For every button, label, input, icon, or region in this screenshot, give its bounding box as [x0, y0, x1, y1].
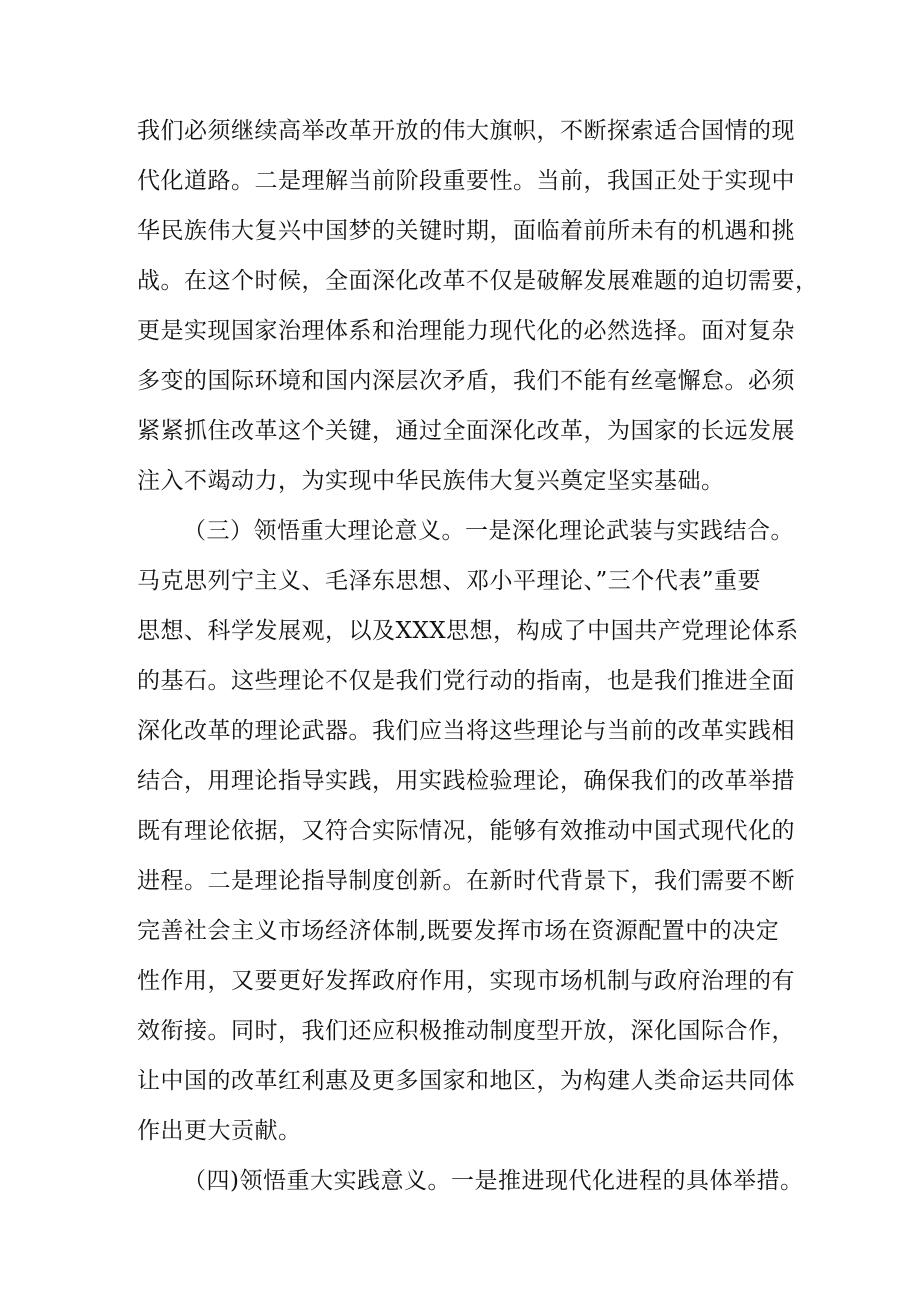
text-line: 效衔接。同时，我们还应积极推动制度型开放，深化国际合作， — [137, 1018, 795, 1044]
text-line: 思想、科学发展观，以及XXX思想，构成了中国共产党理论体系 — [137, 618, 799, 644]
section-heading-line: （三）领悟重大理论意义。一是深化理论武装与实践结合。 — [183, 518, 794, 544]
text-line: 注入不竭动力，为实现中华民族伟大复兴奠定坚实基础。 — [137, 468, 725, 494]
text-line: 既有理论依据，又符合实际情况，能够有效推动中国式现代化的 — [137, 818, 795, 844]
text-line: 华民族伟大复兴中国梦的关键时期，面临着前所未有的机遇和挑 — [137, 218, 795, 244]
text-line: 战。在这个时候，全面深化改革不仅是破解发展难题的迫切需要， — [137, 268, 819, 294]
text-line: 结合，用理论指导实践，用实践检验理论，确保我们的改革举措 — [137, 768, 795, 794]
text-line: 的基石。这些理论不仅是我们党行动的指南，也是我们推进全面 — [137, 668, 795, 694]
text-line: 性作用，又要更好发挥政府作用，实现市场机制与政府治理的有 — [137, 968, 795, 994]
text-line: 完善社会主义市场经济体制,既要发挥市场在资源配置中的决定 — [137, 918, 780, 944]
text-line: 紧紧抓住改革这个关键，通过全面深化改革，为国家的长远发展 — [137, 418, 795, 444]
text-line: 进程。二是理论指导制度创新。在新时代背景下，我们需要不断 — [137, 868, 795, 894]
text-line: 我们必须继续高举改革开放的伟大旗帜，不断探索适合国情的现 — [137, 118, 795, 144]
text-line: 作出更大贡献。 — [137, 1118, 302, 1144]
text-line: 马克思列宁主义、毛泽东思想、邓小平理论、”三个代表”重要 — [137, 568, 762, 594]
text-line: 代化道路。二是理解当前阶段重要性。当前，我国正处于实现中 — [137, 168, 795, 194]
text-line: 更是实现国家治理体系和治理能力现代化的必然选择。面对复杂 — [137, 318, 795, 344]
text-line: 多变的国际环境和国内深层次矛盾，我们不能有丝毫懈怠。必须 — [137, 368, 795, 394]
text-line: 让中国的改革红利惠及更多国家和地区，为构建人类命运共同体 — [137, 1068, 795, 1094]
text-line: 深化改革的理论武器。我们应当将这些理论与当前的改革实践相 — [137, 718, 795, 744]
section-heading-line: （四)领悟重大实践意义。一是推进现代化进程的具体举措。 — [183, 1168, 804, 1194]
